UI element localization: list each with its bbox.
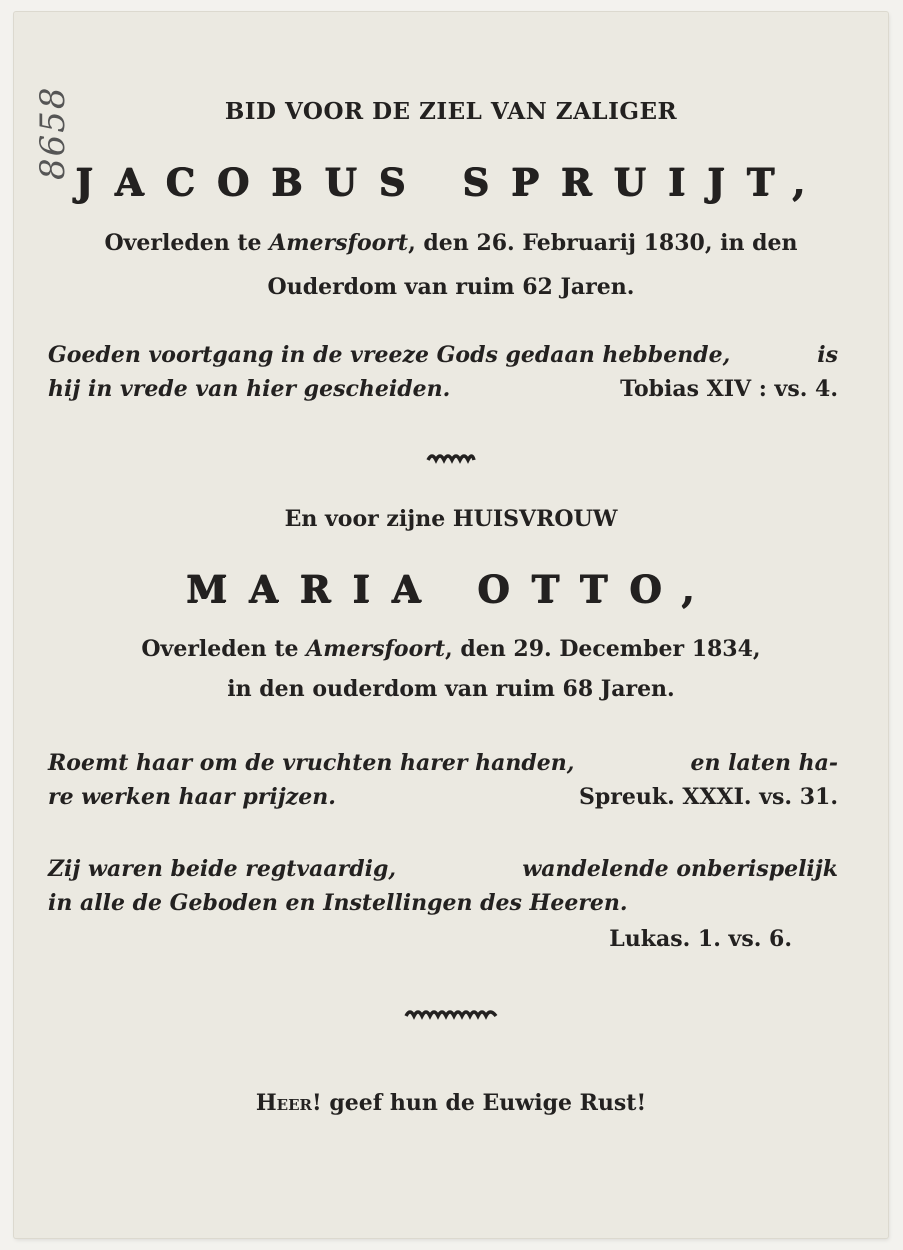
wife-age-line: in den ouderdom van ruim 68 Jaren. <box>227 676 675 702</box>
husband-death-place: Amersfoort <box>269 230 409 256</box>
closing-prayer <box>14 1090 888 1116</box>
shared-verse-text-1b: wandelende onberispelijk <box>522 856 838 882</box>
husband-name: JACOBUS SPRUIJT, <box>75 160 827 204</box>
wife-intro-text: En voor zijne <box>284 506 453 532</box>
shared-verse-text-1: Zij waren beide regtvaardig, <box>48 856 397 882</box>
wife-verse-text-2: re werken haar prijzen. <box>48 784 336 810</box>
wife-death-line <box>14 636 888 662</box>
wife-verse-reference: Spreuk. XXXI. vs. 31. <box>579 784 838 810</box>
wife-name: MARIA OTTO, <box>185 567 717 611</box>
wife-death-place: Amersfoort <box>306 636 446 662</box>
shared-verse-line-1 <box>48 856 838 882</box>
memorial-card <box>14 12 888 1238</box>
husband-death-prefix: Overleden te <box>104 230 270 256</box>
husband-verse-text-1b: is <box>817 342 838 368</box>
wife-death-suffix: , den 29. December 1834, <box>445 636 761 662</box>
wife-intro-title: HUISVROUW <box>452 506 618 532</box>
closing-prayer-text: ! geef hun de Euwige Rust! <box>312 1090 647 1116</box>
husband-age-line: Ouderdom van ruim 62 Jaren. <box>267 274 635 300</box>
handwritten-catalog-number: 8658 <box>33 85 73 180</box>
shared-verse-reference: Lukas. 1. vs. 6. <box>609 926 792 952</box>
husband-verse-line-1 <box>48 342 838 368</box>
shared-verse-line-2: in alle de Geboden en Instellingen des Heeren. <box>48 890 628 916</box>
husband-death-suffix: , den 26. Februarij 1830, in den <box>408 230 798 256</box>
husband-verse-line-2 <box>48 376 838 402</box>
husband-verse-reference: Tobias XIV : vs. 4. <box>620 376 838 402</box>
husband-verse-text-2: hij in vrede van hier gescheiden. <box>48 376 451 402</box>
ornament-divider-2 <box>14 1006 888 1020</box>
closing-prayer-heer: Heer <box>255 1090 313 1116</box>
ornament-divider-1 <box>14 450 888 464</box>
husband-verse-text-1: Goeden voortgang in de vreeze Gods gedaan hebbende, <box>48 342 731 368</box>
wife-death-prefix: Overleden te <box>141 636 307 662</box>
intro-heading: BID VOOR DE ZIEL VAN ZALIGER <box>224 98 678 125</box>
husband-death-line <box>14 230 888 256</box>
wife-intro <box>14 506 888 532</box>
wife-verse-text-1b: en laten ha- <box>690 750 838 776</box>
wife-verse-line-2 <box>48 784 838 810</box>
wife-verse-text-1: Roemt haar om de vruchten harer handen, <box>48 750 575 776</box>
wife-verse-line-1 <box>48 750 838 776</box>
